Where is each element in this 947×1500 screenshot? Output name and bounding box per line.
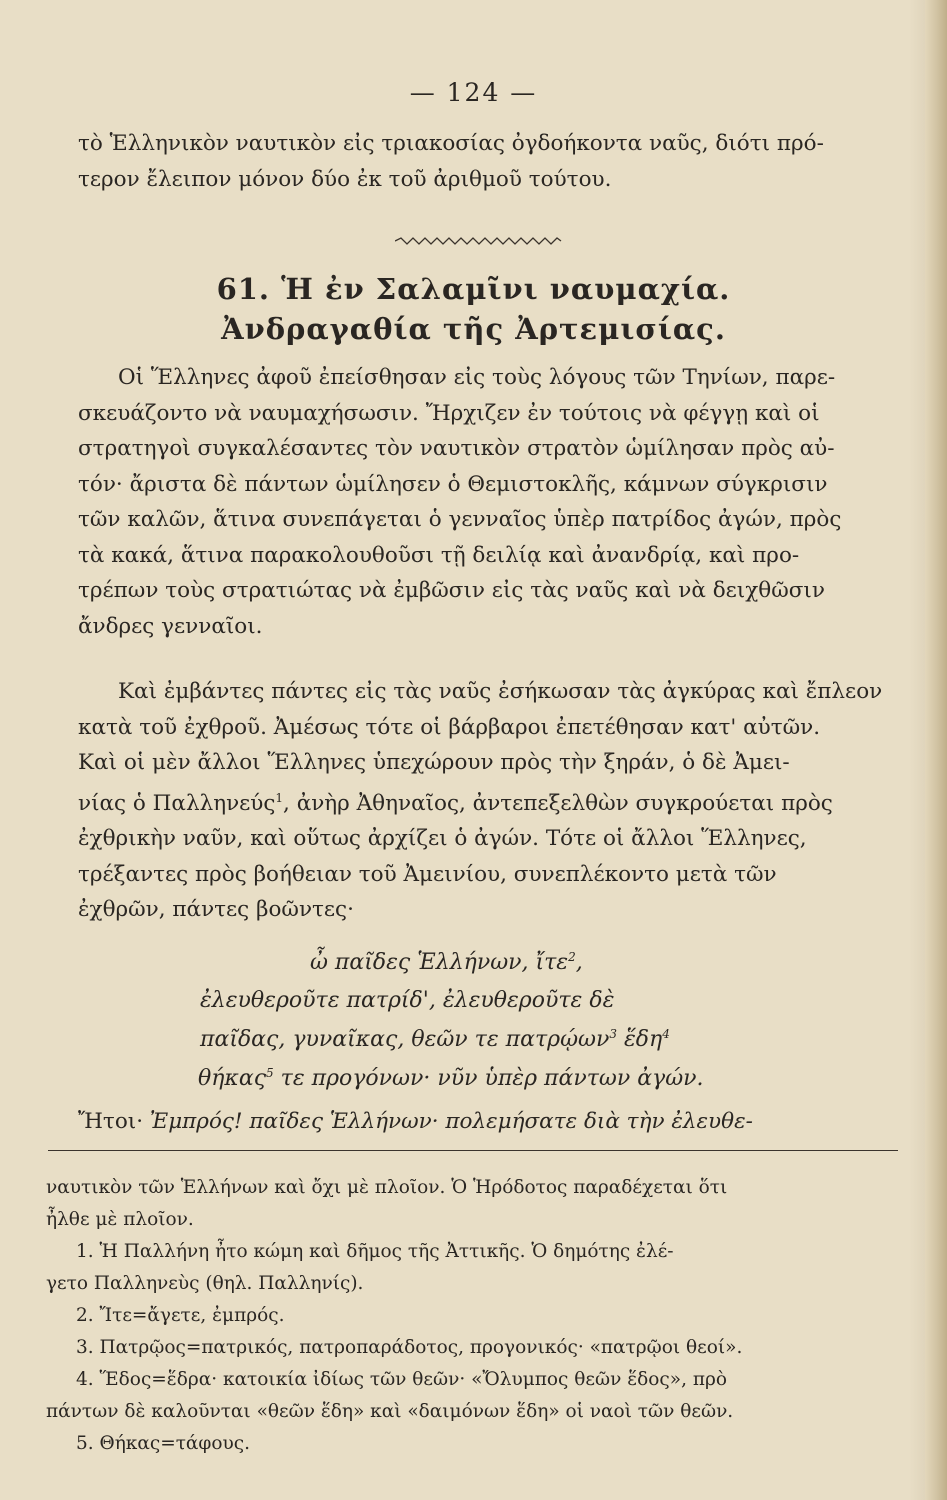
footnote-line: 2. Ἴτε=ἄγετε, ἐμπρός. <box>76 1305 285 1326</box>
text-line: σκευάζοντο νὰ ναυμαχήσωσιν. Ἤρχιζεν ἐν τούτοις νὰ φέγγῃ καὶ οἱ <box>78 400 820 426</box>
footnote-line: 4. Ἕδος=ἕδρα· κατοικία ἰδίως τῶν θεῶν· «Ὄλυμπος θεῶν ἕδος», πρὸ <box>76 1369 728 1390</box>
text-line: τερον ἔλειπον μόνον δύο ἐκ τοῦ ἀριθμοῦ τούτου. <box>78 166 612 192</box>
footnote-line: 3. Πατρῷος=πατρικός, πατροπαράδοτος, προγονικός· «πατρῷοι θεοί». <box>76 1337 743 1358</box>
text-line: τὸ Ἑλληνικὸν ναυτικὸν εἰς τριακοσίας ὀγδοήκοντα ναῦς, διότι πρό- <box>78 131 824 156</box>
page-edge <box>925 0 947 1500</box>
text-run: ὦ παῖδες Ἑλλήνων, ἴτε <box>310 950 569 975</box>
footnote-line: γετο Παλληνεὺς (θηλ. Παλληνίς). <box>46 1273 364 1294</box>
text-run: νίας ὁ Παλληνεύς <box>78 790 276 816</box>
footnote-rule <box>48 1150 898 1151</box>
section-subheading: Ἀνδραγαθία τῆς Ἀρτεμισίας. <box>221 312 726 346</box>
after-verse-line <box>78 1104 898 1140</box>
intro-paragraph <box>78 126 898 197</box>
text-run-italic: Ἐμπρός! παῖδες Ἑλλήνων· πολεμήσατε διὰ τὴν ἐλευθε- <box>149 1109 753 1134</box>
text-line: Οἱ Ἕλληνες ἀφοῦ ἐπείσθησαν εἰς τοὺς λόγους τῶν Τηνίων, παρε- <box>118 365 836 390</box>
text-line: τῶν καλῶν, ἅτινα συνεπάγεται ὁ γενναῖος ὑπὲρ πατρίδος ἀγών, πρὸς <box>78 507 842 532</box>
text-line: τὰ κακά, ἅτινα παρακολουθοῦσι τῇ δειλίᾳ καὶ ἀνανδρίᾳ, καὶ προ- <box>78 542 800 568</box>
footnote-ref: 5 <box>266 1066 274 1080</box>
page-number: — 124 — <box>409 78 538 107</box>
text-line: τρέπων τοὺς στρατιώτας νὰ ἐμβῶσιν εἰς τὰς ναῦς καὶ νὰ δειχθῶσιν <box>78 578 825 603</box>
text-line: ἐχθρῶν, πάντες βοῶντες· <box>78 897 354 922</box>
paragraph-1 <box>78 360 898 644</box>
text-run: τε προγόνων· νῦν ὑπὲρ πάντων ἀγών. <box>273 1066 704 1091</box>
text-line: Καὶ οἱ μὲν ἄλλοι Ἕλληνες ὑπεχώρουν πρὸς τὴν ξηράν, ὁ δὲ Ἀμει- <box>78 750 790 775</box>
verse-line <box>200 1027 670 1052</box>
text-line: Καὶ ἐμβάντες πάντες εἰς τὰς ναῦς ἐσήκωσαν τὰς ἀγκύρας καὶ ἔπλεον <box>118 679 883 704</box>
footnote-line: ἦλθε μὲ πλοῖον. <box>46 1209 194 1230</box>
text-run: θήκας <box>198 1066 267 1091</box>
text-line: ἄνδρες γενναῖοι. <box>78 613 263 639</box>
paragraph-2 <box>78 674 898 928</box>
verse-line <box>198 1066 704 1091</box>
footnote-line: 1. Ἡ Παλλήνη ἦτο κώμη καὶ δῆμος τῆς Ἀττικῆς. Ὁ δημότης ἐλέ- <box>76 1241 674 1262</box>
text-run: , ἀνὴρ Ἀθηναῖος, ἀντεπεξελθὼν συγκρούεται πρὸς <box>283 790 833 816</box>
ornamental-divider <box>395 236 565 246</box>
footnote-ref: 4 <box>662 1027 670 1041</box>
text-line: τόν· ἄριστα δὲ πάντων ὡμίλησεν ὁ Θεμιστοκλῆς, κάμνων σύγκρισιν <box>78 471 828 497</box>
text-run: Ἤτοι· <box>78 1109 150 1134</box>
text-line: κατὰ τοῦ ἐχθροῦ. Ἀμέσως τότε οἱ βάρβαροι ἐπετέθησαν κατ' αὐτῶν. <box>78 714 821 740</box>
text-line <box>78 781 898 822</box>
section-heading: 61. Ἡ ἐν Σαλαμῖνι ναυμαχία. <box>216 272 731 306</box>
footnotes <box>46 1172 896 1460</box>
footnote-line: ναυτικὸν τῶν Ἑλλήνων καὶ ὄχι μὲ πλοῖον. Ὁ Ἡρόδοτος παραδέχεται ὅτι <box>46 1177 728 1198</box>
text-line: στρατηγοὶ συγκαλέσαντες τὸν ναυτικὸν στρατὸν ὡμίλησαν πρὸς αὐ- <box>78 436 835 461</box>
footnote-ref: 3 <box>609 1027 617 1041</box>
text-run: ἕδη <box>616 1027 663 1052</box>
text-line: τρέξαντες πρὸς βοήθειαν τοῦ Ἀμεινίου, συνεπλέκοντο μετὰ τῶν <box>78 861 777 887</box>
text-line <box>78 1104 898 1140</box>
footnote-line: πάντων δὲ καλοῦνται «θεῶν ἕδη» καὶ «δαιμόνων ἕδη» οἱ ναοὶ τῶν θεῶν. <box>46 1401 734 1422</box>
text-run: παῖδας, γυναῖκας, θεῶν τε πατρῴων <box>200 1027 610 1052</box>
text-line: ἐχθρικὴν ναῦν, καὶ οὕτως ἀρχίζει ὁ ἀγών. Τότε οἱ ἄλλοι Ἕλληνες, <box>78 826 807 851</box>
footnote-ref: 1 <box>275 790 284 805</box>
footnote-ref: 2 <box>568 950 576 964</box>
text-run: , <box>575 950 583 975</box>
verse-line <box>310 950 583 975</box>
footnote-line: 5. Θήκας=τάφους. <box>76 1433 251 1454</box>
verse-line: ἐλευθεροῦτε πατρίδ', ἐλευθεροῦτε δὲ <box>200 988 615 1013</box>
